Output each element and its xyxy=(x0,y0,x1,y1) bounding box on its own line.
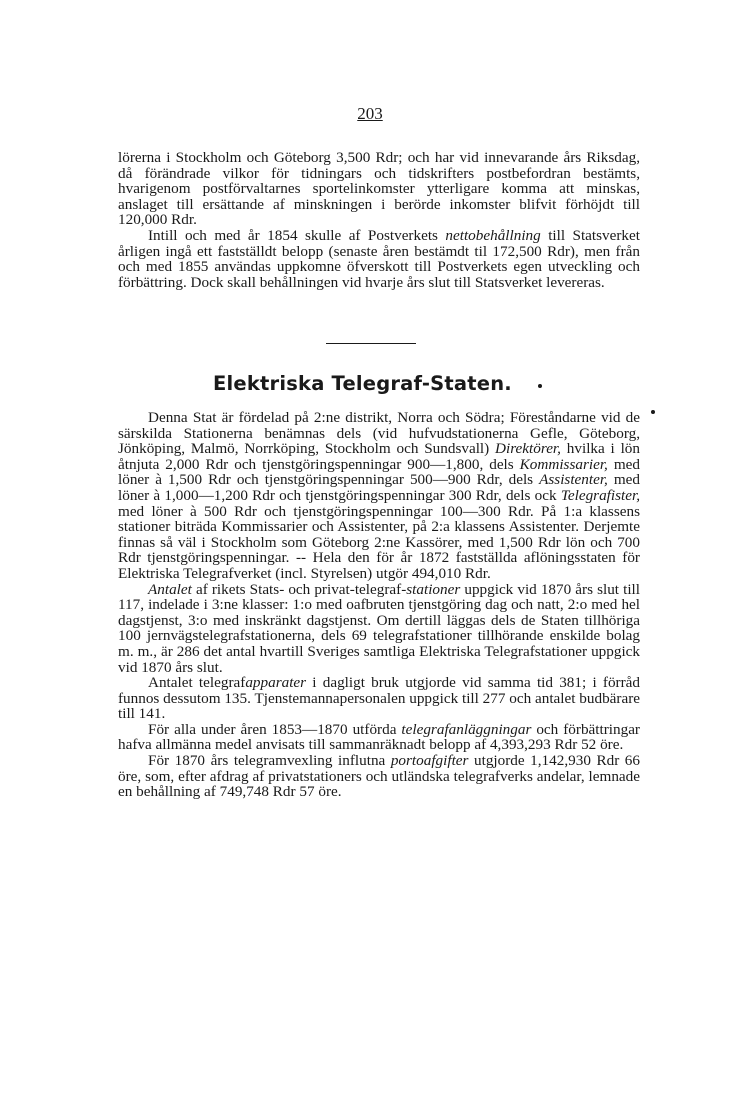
emphasis: Direktörer, xyxy=(495,440,561,458)
page-number: 203 xyxy=(357,104,383,123)
text-run: i dagligt bruk utgjorde vid samma tid 381; i förråd funnos dessutom 135. Tjenstemannapersonalen uppgick till 277 och antalet budbärare till 141. xyxy=(118,674,640,723)
text-run: till Statsverket årligen ingå ett fastställdt belopp (senaste åren bestämdt til 172,500 Rdr), men från och med 1855 användas uppkomne öfverskott till Postverkets egen utveckling och förbättring. Dock skall behållningen vid hvarje års slut till Statsverket levereras. xyxy=(118,226,640,291)
section-paragraph-2 xyxy=(118,582,640,676)
emphasis: nettobehållning xyxy=(445,226,541,244)
text-run: med löner à 500 Rdr och tjenstgöringspenningar 100—300 Rdr. På 1:a klassens stationer biträda Kommissarier och Assistenter, på 2:a klassens Assistenter. Derjemte finnas så väl i Stockholm som Göteborg 2:ne Kassörer, med 1,500 Rdr lön och 700 Rdr tjenstgöringspenningar. -- Hela den för år 1872 fastställda aflöningsstaten för Elektriska Telegrafverket (incl. Styrelsen) utgör 494,010 Rdr. xyxy=(118,502,640,582)
dot-mark xyxy=(651,410,655,414)
text-run: med löner à 1,000—1,200 Rdr och tjenstgöringspenningar 300 Rdr, dels ock xyxy=(118,471,640,504)
section-paragraph-3 xyxy=(118,675,640,722)
emphasis: Assistenter, xyxy=(539,471,608,489)
text-run: af rikets Stats- och privat-telegraf- xyxy=(191,580,407,598)
text-run: För alla under åren 1853—1870 utförda xyxy=(148,720,402,738)
text-run: hvilka i lön åtnjuta 2,000 Rdr och tjenstgöringspenningar 900—1,800, dels xyxy=(118,440,640,473)
section-heading: Elektriska Telegraf-Staten. xyxy=(213,372,512,395)
emphasis: telegrafanläggningar xyxy=(401,720,532,738)
emphasis: stationer xyxy=(406,580,461,598)
text-run: uppgick vid 1870 års slut till 117, indelade i 3:ne klasser: 1:o med oafbruten tjenstgöring dag och natt, 2:o med hel dagstjenst, 3:o med inskränkt dagstjenst. Om dertill läggas dels de Staten tillhöriga 100 jernvägstelegrafstationerna, dels 69 telegrafstationer tillhörande enskilde bolag m. m., är 286 det antal hvartill Sveriges samtliga Elektriska Telegrafstationer uppgick vid 1870 års slut. xyxy=(118,580,640,676)
section-divider xyxy=(326,343,416,344)
text-run: Intill och med år 1854 skulle af Postverkets xyxy=(148,226,446,244)
intro-paragraph-2 xyxy=(118,228,640,290)
text-run: med löner à 1,500 Rdr och tjenstgöringspenningar 500—900 Rdr, dels xyxy=(118,455,640,489)
emphasis: apparater xyxy=(245,674,307,692)
intro-paragraph-1: lörerna i Stockholm och Göteborg 3,500 Rdr; och har vid innevarande års Riksdag, då förändrade vilkor för tidningars och tidskrifters postbefordran bestämts, hvarigenom postförvaltarnes sportelinkomster ytterligare komma att minskas, anslaget till ersättande af minskningen i berörde inkomster blifvit förhöjdt till 120,000 Rdr. xyxy=(118,149,640,229)
section-text-block xyxy=(118,410,640,800)
text-run: Denna Stat är fördelad på 2:ne distrikt, Norra och Södra; Föreståndarne vid de särskilda Stationerna benämnas dels (vid hufvudstationerna Gefle, Göteborg, Jönköping, Malmö, Norrköping, Stockholm och Sundsvall) xyxy=(118,409,640,458)
text-run: Antalet telegraf xyxy=(148,674,246,692)
emphasis: Antalet xyxy=(148,580,192,598)
section-paragraph-1 xyxy=(118,410,640,582)
intro-text-block xyxy=(118,150,640,290)
dot-mark xyxy=(538,384,542,388)
section-paragraph-4 xyxy=(118,722,640,753)
emphasis: Telegrafister, xyxy=(560,486,640,504)
text-run: För 1870 års telegramvexling influtna xyxy=(148,752,391,770)
emphasis: Kommissarier, xyxy=(519,455,608,473)
text-run: utgjorde 1,142,930 Rdr 66 öre, som, efter afdrag af privatstationers och utländska telegrafverks andelar, lemnade en behållning af 749,748 Rdr 57 öre. xyxy=(118,752,640,801)
emphasis: portoafgifter xyxy=(390,752,469,770)
text-run: och förbättringar hafva allmänna medel anvisats till sammanräknadt belopp af 4,393,293 Rdr 52 öre. xyxy=(118,720,640,754)
section-paragraph-5 xyxy=(118,753,640,800)
